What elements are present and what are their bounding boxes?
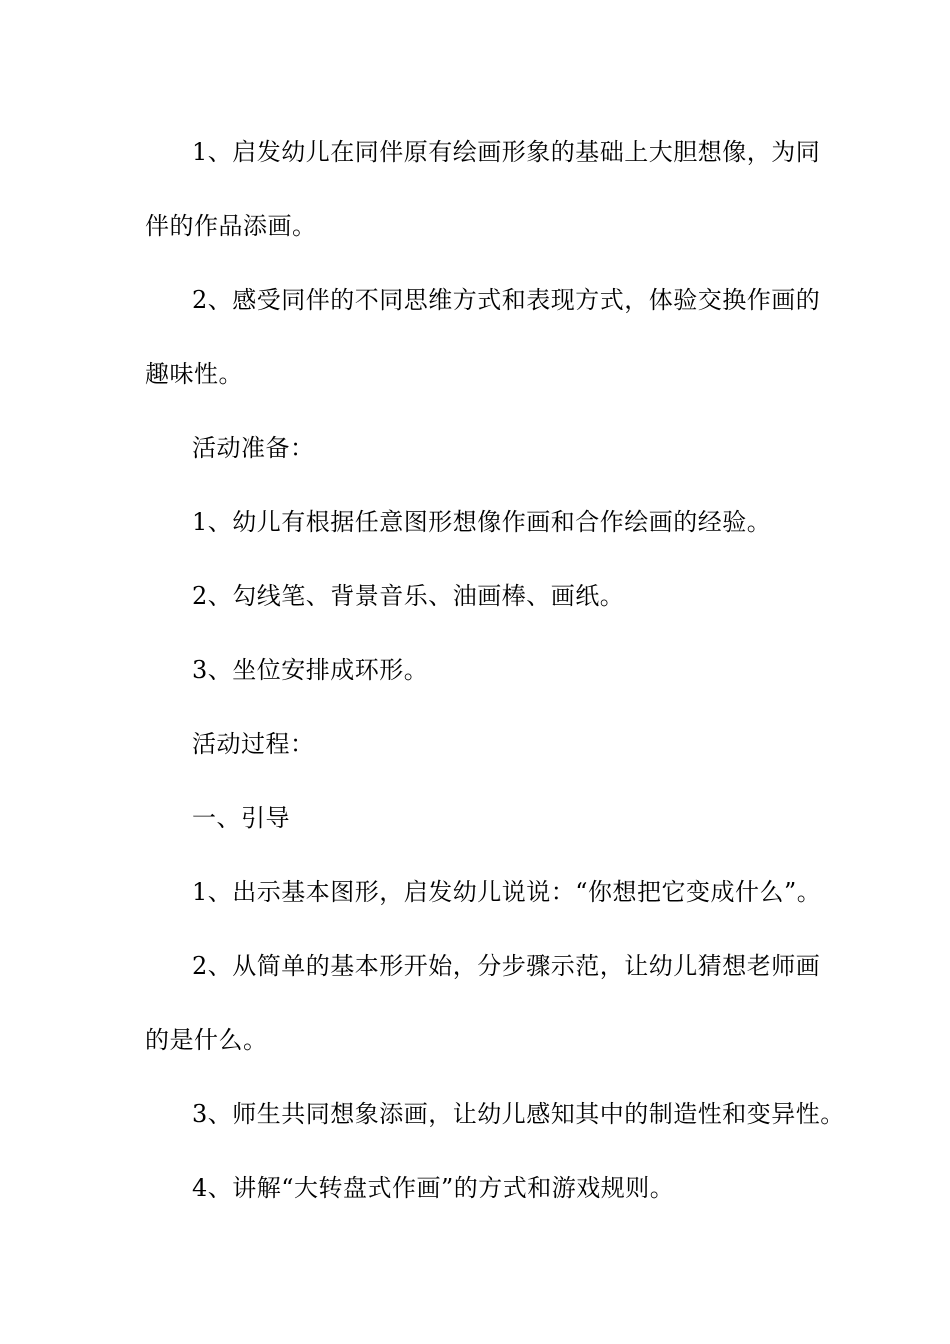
process-item-4: 4、讲解“大转盘式作画”的方式和游戏规则。 bbox=[192, 1174, 675, 1202]
process-item-2-line-1: 2、从简单的基本形开始，分步骤示范，让幼儿猜想老师画 bbox=[192, 952, 821, 980]
preparation-item-2: 2、勾线笔、背景音乐、油画棒、画纸。 bbox=[192, 582, 625, 610]
paragraph-goal-1-line-1: 1、启发幼儿在同伴原有绘画形象的基础上大胆想像，为同 bbox=[192, 138, 821, 166]
section-heading-preparation: 活动准备： bbox=[192, 434, 315, 462]
paragraph-goal-1-line-2: 伴的作品添画。 bbox=[145, 212, 317, 240]
paragraph-goal-2-line-1: 2、感受同伴的不同思维方式和表现方式，体验交换作画的 bbox=[192, 286, 821, 314]
paragraph-goal-2-line-2: 趣味性。 bbox=[145, 360, 243, 388]
process-item-3: 3、师生共同想象添画，让幼儿感知其中的制造性和变异性。 bbox=[192, 1100, 845, 1128]
preparation-item-3: 3、坐位安排成环形。 bbox=[192, 656, 429, 684]
process-item-2-line-2: 的是什么。 bbox=[145, 1026, 268, 1054]
process-item-1: 1、出示基本图形，启发幼儿说说：“你想把它变成什么”。 bbox=[192, 878, 822, 906]
preparation-item-1: 1、幼儿有根据任意图形想像作画和合作绘画的经验。 bbox=[192, 508, 772, 536]
section-heading-process: 活动过程： bbox=[192, 730, 315, 758]
process-subheading-guide: 一、引导 bbox=[192, 804, 290, 832]
